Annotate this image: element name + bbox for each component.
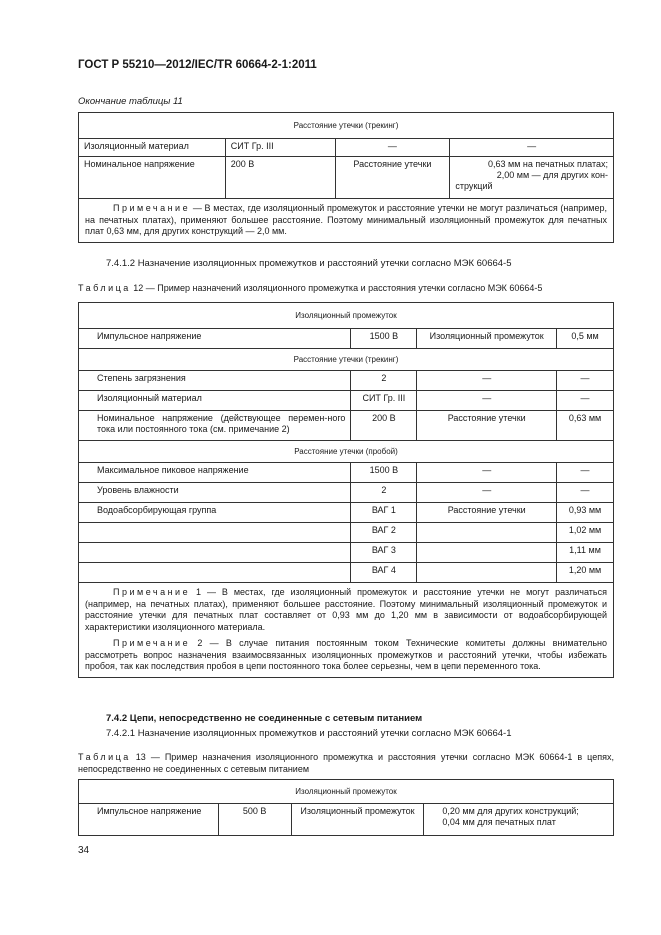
section-7-4-2: 7.4.2 Цепи, непосредственно не соединенные с сетевым питанием bbox=[106, 713, 423, 724]
note-label: Примечание bbox=[113, 638, 191, 648]
table-cell: — bbox=[417, 483, 557, 503]
table-cell: Импульсное напряжение bbox=[79, 804, 219, 836]
caption-label: Таблица bbox=[78, 752, 131, 762]
table-cell: Степень загрязнения bbox=[79, 371, 351, 391]
table-cell: Уровень влажности bbox=[79, 483, 351, 503]
table-cell bbox=[424, 804, 614, 836]
table-cell: 0,5 мм bbox=[557, 329, 614, 349]
cell-line: 0,63 мм на печатных платах; bbox=[488, 159, 608, 169]
table-cell: Максимальное пиковое напряжение bbox=[79, 463, 351, 483]
note-text: 2 — В случае питания постоянным током Технические комитеты должны внимательно рассмотреть вопрос назначения взаимосвязанных изоляционных промежутков и расстояний утечки, чтобы избежать пробоя, так как последствия пробоя в цепи постоянного тока более серьезны, чем в цепи переменного тока. bbox=[85, 638, 607, 671]
table-cell: 200 В bbox=[225, 157, 335, 199]
cell-line: струкций bbox=[455, 181, 493, 191]
table-cell: Изоляционный материал bbox=[79, 139, 226, 157]
table-cell bbox=[417, 523, 557, 543]
table12-note-1 bbox=[85, 587, 607, 633]
table-cell: ВАГ 1 bbox=[351, 503, 417, 523]
table-cell: — bbox=[417, 371, 557, 391]
table-cell bbox=[417, 543, 557, 563]
table-13 bbox=[78, 779, 614, 836]
cell-line: 0,04 мм для печатных плат bbox=[442, 817, 556, 827]
table-cell bbox=[79, 543, 351, 563]
table-cell: Номинальное напряжение (действующее перемен-ного тока или постоянного тока (см. примечание 2) bbox=[79, 411, 351, 441]
table-cell: Изоляционный промежуток bbox=[417, 329, 557, 349]
table-cell: Номинальное напряжение bbox=[79, 157, 226, 199]
table-cell: Расстояние утечки bbox=[335, 157, 450, 199]
table-continuation-caption: Окончание таблицы 11 bbox=[78, 96, 183, 107]
table-cell: 500 В bbox=[218, 804, 291, 836]
table-cell: Импульсное напряжение bbox=[79, 329, 351, 349]
table-cell: 2 bbox=[351, 483, 417, 503]
table-cell bbox=[417, 563, 557, 583]
table12-section-tracking: Расстояние утечки (трекинг) bbox=[79, 349, 614, 371]
table13-section-clearance: Изоляционный промежуток bbox=[79, 780, 614, 804]
table-cell: ВАГ 3 bbox=[351, 543, 417, 563]
caption-text: 13 — Пример назначения изоляционного промежутка и расстояния утечки согласно МЭК 60664-1 в цепях, непосредственно не соединенных с сетевым питанием bbox=[78, 752, 614, 774]
table-cell: — bbox=[450, 139, 614, 157]
document-header: ГОСТ Р 55210—2012/IEC/TR 60664-2-1:2011 bbox=[78, 59, 317, 71]
table-12 bbox=[78, 302, 614, 678]
note-label: Примечание bbox=[113, 203, 191, 213]
table12-notes bbox=[79, 583, 614, 678]
table-cell: 1,11 мм bbox=[557, 543, 614, 563]
table-cell: СИТ Гр. III bbox=[225, 139, 335, 157]
table-cell: — bbox=[557, 463, 614, 483]
table-cell bbox=[79, 523, 351, 543]
table-cell: ВАГ 2 bbox=[351, 523, 417, 543]
note-label: Примечание bbox=[113, 587, 191, 597]
table12-note-2 bbox=[85, 638, 607, 673]
table-cell: 1,02 мм bbox=[557, 523, 614, 543]
table-cell: — bbox=[557, 371, 614, 391]
table-cell: Изоляционный промежуток bbox=[291, 804, 424, 836]
section-7-4-2-1: 7.4.2.1 Назначение изоляционных промежутков и расстояний утечки согласно МЭК 60664-1 bbox=[106, 728, 512, 739]
note-text: — В местах, где изоляционный промежуток и расстояние утечки не могут различаться (например, на печатных платах), применяют большее расстояние. Поэтому минимальный изоляционный промежуток для печатных плат 0,63 мм, для других конструкций — 2,0 мм. bbox=[85, 203, 607, 236]
table12-caption bbox=[78, 283, 542, 293]
caption-label: Таблица bbox=[78, 283, 131, 293]
table11-section-title: Расстояние утечки (трекинг) bbox=[79, 113, 614, 139]
table-cell: — bbox=[417, 391, 557, 411]
table-cell: 1500 В bbox=[351, 329, 417, 349]
table-cell: Изоляционный материал bbox=[79, 391, 351, 411]
table-cell: — bbox=[557, 483, 614, 503]
cell-line: 0,20 мм для других конструкций; bbox=[442, 806, 579, 816]
caption-text: 12 — Пример назначений изоляционного промежутка и расстояния утечки согласно МЭК 60664-5 bbox=[130, 283, 543, 293]
table-cell: — bbox=[335, 139, 450, 157]
table-cell: 2 bbox=[351, 371, 417, 391]
note-text: 1 — В местах, где изоляционный промежуток и расстояние утечки не могут различаться (например, на печатных платах), применяют большее расстояние. Поэтому минимальный изоляционный промежуток и расстояние утечки для печатных плат составляет от 0,93 мм до 1,20 мм в зависимости от водоабсорбирующей характеристики изоляционного материала. bbox=[85, 587, 607, 632]
table-cell: ВАГ 4 bbox=[351, 563, 417, 583]
section-7-4-1-2: 7.4.1.2 Назначение изоляционных промежутков и расстояний утечки согласно МЭК 60664-5 bbox=[106, 258, 512, 269]
table-cell bbox=[79, 563, 351, 583]
table-cell: СИТ Гр. III bbox=[351, 391, 417, 411]
table-cell: Расстояние утечки bbox=[417, 503, 557, 523]
page-number: 34 bbox=[78, 845, 90, 856]
table-11 bbox=[78, 112, 614, 243]
table-cell: 1,20 мм bbox=[557, 563, 614, 583]
table-cell: Водоабсорбирующая группа bbox=[79, 503, 351, 523]
table-cell: 1500 В bbox=[351, 463, 417, 483]
table12-section-breakdown: Расстояние утечки (пробой) bbox=[79, 441, 614, 463]
table-cell: — bbox=[557, 391, 614, 411]
table13-caption bbox=[78, 751, 614, 775]
table-cell: 0,63 мм bbox=[557, 411, 614, 441]
table12-section-clearance: Изоляционный промежуток bbox=[79, 303, 614, 329]
table-cell: 200 В bbox=[351, 411, 417, 441]
table-cell: 0,93 мм bbox=[557, 503, 614, 523]
table11-note bbox=[79, 199, 614, 243]
table-cell bbox=[450, 157, 614, 199]
table-cell: Расстояние утечки bbox=[417, 411, 557, 441]
table-cell: — bbox=[417, 463, 557, 483]
cell-line: 2,00 мм — для других кон- bbox=[496, 170, 608, 180]
